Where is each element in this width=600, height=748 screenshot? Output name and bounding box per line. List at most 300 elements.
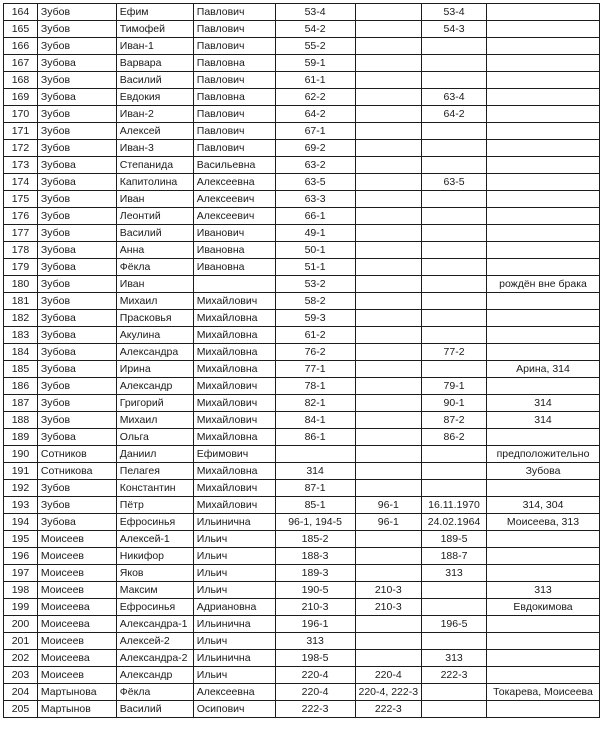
cell-given-name: Варвара <box>116 55 193 72</box>
cell-given-name: Акулина <box>116 327 193 344</box>
cell-ref-death <box>422 293 487 310</box>
cell-given-name: Ефросинья <box>116 514 193 531</box>
cell-ref-death <box>422 327 487 344</box>
cell-given-name: Степанида <box>116 157 193 174</box>
cell-notes <box>487 140 600 157</box>
table-row <box>4 208 600 225</box>
cell-given-name: Александра-1 <box>116 616 193 633</box>
table-row <box>4 140 600 157</box>
cell-ref-marriage <box>355 480 422 497</box>
cell-ref-birth: 63-5 <box>275 174 355 191</box>
cell-record-number: 202 <box>4 650 38 667</box>
cell-surname: Зубова <box>37 89 116 106</box>
cell-ref-death: 63-4 <box>422 89 487 106</box>
cell-ref-marriage <box>355 259 422 276</box>
cell-notes <box>487 225 600 242</box>
cell-record-number: 174 <box>4 174 38 191</box>
cell-ref-death: 24.02.1964 <box>422 514 487 531</box>
cell-record-number: 173 <box>4 157 38 174</box>
table-row <box>4 463 600 480</box>
cell-ref-birth: 55-2 <box>275 38 355 55</box>
cell-notes <box>487 4 600 21</box>
cell-ref-birth: 67-1 <box>275 123 355 140</box>
cell-patronymic: Михайловна <box>193 310 275 327</box>
table-row <box>4 21 600 38</box>
cell-ref-death <box>422 55 487 72</box>
cell-surname: Зубов <box>37 191 116 208</box>
cell-notes <box>487 106 600 123</box>
cell-surname: Зубова <box>37 361 116 378</box>
cell-given-name: Константин <box>116 480 193 497</box>
cell-ref-marriage <box>355 123 422 140</box>
cell-ref-birth: 63-3 <box>275 191 355 208</box>
cell-given-name: Пелагея <box>116 463 193 480</box>
cell-patronymic: Иванович <box>193 225 275 242</box>
table-row <box>4 497 600 514</box>
cell-patronymic: Михайлович <box>193 293 275 310</box>
cell-patronymic: Павлович <box>193 72 275 89</box>
table-row <box>4 310 600 327</box>
cell-record-number: 175 <box>4 191 38 208</box>
table-row <box>4 38 600 55</box>
cell-given-name: Ефим <box>116 4 193 21</box>
cell-record-number: 166 <box>4 38 38 55</box>
cell-record-number: 190 <box>4 446 38 463</box>
cell-record-number: 179 <box>4 259 38 276</box>
cell-ref-death <box>422 123 487 140</box>
cell-record-number: 205 <box>4 701 38 718</box>
cell-ref-death <box>422 38 487 55</box>
cell-ref-death <box>422 310 487 327</box>
cell-surname: Моисеева <box>37 650 116 667</box>
cell-ref-marriage <box>355 565 422 582</box>
cell-record-number: 167 <box>4 55 38 72</box>
cell-given-name: Тимофей <box>116 21 193 38</box>
cell-ref-marriage <box>355 378 422 395</box>
cell-ref-birth: 96-1, 194-5 <box>275 514 355 531</box>
cell-surname: Моисеев <box>37 582 116 599</box>
cell-surname: Мартынова <box>37 684 116 701</box>
cell-surname: Зубова <box>37 429 116 446</box>
cell-surname: Зубова <box>37 55 116 72</box>
cell-given-name: Михаил <box>116 293 193 310</box>
table-row <box>4 633 600 650</box>
cell-surname: Моисеев <box>37 531 116 548</box>
cell-ref-marriage <box>355 344 422 361</box>
cell-given-name: Пётр <box>116 497 193 514</box>
cell-given-name: Василий <box>116 225 193 242</box>
cell-patronymic: Ильич <box>193 548 275 565</box>
cell-patronymic: Алексеевна <box>193 174 275 191</box>
table-row <box>4 412 600 429</box>
cell-patronymic: Михайловна <box>193 463 275 480</box>
cell-ref-marriage <box>355 616 422 633</box>
cell-given-name: Алексей-2 <box>116 633 193 650</box>
cell-patronymic: Михайлович <box>193 378 275 395</box>
cell-ref-marriage <box>355 225 422 242</box>
cell-notes <box>487 650 600 667</box>
cell-surname: Моисеева <box>37 616 116 633</box>
cell-ref-birth: 190-5 <box>275 582 355 599</box>
cell-surname: Зубова <box>37 259 116 276</box>
cell-ref-birth: 51-1 <box>275 259 355 276</box>
cell-ref-death <box>422 208 487 225</box>
cell-patronymic: Павлович <box>193 123 275 140</box>
table-row <box>4 55 600 72</box>
cell-notes <box>487 191 600 208</box>
cell-ref-death: 189-5 <box>422 531 487 548</box>
cell-record-number: 197 <box>4 565 38 582</box>
cell-record-number: 196 <box>4 548 38 565</box>
table-row <box>4 72 600 89</box>
cell-surname: Моисеев <box>37 565 116 582</box>
cell-ref-death <box>422 276 487 293</box>
cell-ref-death <box>422 480 487 497</box>
cell-ref-birth: 64-2 <box>275 106 355 123</box>
cell-given-name: Фёкла <box>116 259 193 276</box>
cell-ref-birth: 78-1 <box>275 378 355 395</box>
cell-given-name: Фёкла <box>116 684 193 701</box>
cell-given-name: Никифор <box>116 548 193 565</box>
cell-patronymic: Ивановна <box>193 242 275 259</box>
cell-given-name: Ольга <box>116 429 193 446</box>
cell-patronymic: Михайлович <box>193 480 275 497</box>
cell-ref-death: 63-5 <box>422 174 487 191</box>
cell-patronymic: Алексеевич <box>193 208 275 225</box>
cell-given-name: Ирина <box>116 361 193 378</box>
cell-surname: Зубова <box>37 344 116 361</box>
table-row <box>4 327 600 344</box>
cell-ref-birth: 189-3 <box>275 565 355 582</box>
cell-given-name: Евдокия <box>116 89 193 106</box>
cell-record-number: 176 <box>4 208 38 225</box>
cell-surname: Зубова <box>37 327 116 344</box>
cell-record-number: 177 <box>4 225 38 242</box>
cell-record-number: 183 <box>4 327 38 344</box>
cell-given-name: Александра <box>116 344 193 361</box>
cell-given-name: Александр <box>116 667 193 684</box>
table-row <box>4 701 600 718</box>
cell-notes <box>487 89 600 106</box>
cell-notes <box>487 72 600 89</box>
cell-ref-birth: 220-4 <box>275 667 355 684</box>
cell-given-name: Анна <box>116 242 193 259</box>
cell-patronymic: Алексеевна <box>193 684 275 701</box>
cell-ref-marriage <box>355 446 422 463</box>
cell-record-number: 186 <box>4 378 38 395</box>
cell-surname: Зубов <box>37 412 116 429</box>
cell-ref-birth: 59-3 <box>275 310 355 327</box>
cell-patronymic: Адриановна <box>193 599 275 616</box>
cell-ref-marriage: 220-4 <box>355 667 422 684</box>
table-row <box>4 650 600 667</box>
cell-notes <box>487 548 600 565</box>
cell-surname: Зубова <box>37 514 116 531</box>
cell-record-number: 172 <box>4 140 38 157</box>
cell-ref-death <box>422 599 487 616</box>
cell-notes <box>487 480 600 497</box>
cell-ref-death <box>422 684 487 701</box>
cell-ref-birth: 76-2 <box>275 344 355 361</box>
cell-ref-marriage <box>355 412 422 429</box>
cell-patronymic: Павлович <box>193 106 275 123</box>
cell-ref-marriage <box>355 276 422 293</box>
cell-record-number: 189 <box>4 429 38 446</box>
cell-ref-death <box>422 72 487 89</box>
table-row <box>4 344 600 361</box>
cell-patronymic: Ильинична <box>193 514 275 531</box>
cell-ref-death: 313 <box>422 650 487 667</box>
cell-notes <box>487 310 600 327</box>
cell-ref-birth: 87-1 <box>275 480 355 497</box>
cell-patronymic: Михайловна <box>193 361 275 378</box>
cell-given-name: Василий <box>116 72 193 89</box>
cell-ref-birth: 54-2 <box>275 21 355 38</box>
cell-notes <box>487 633 600 650</box>
cell-ref-birth: 84-1 <box>275 412 355 429</box>
cell-notes <box>487 701 600 718</box>
cell-ref-marriage <box>355 548 422 565</box>
table-row <box>4 174 600 191</box>
cell-record-number: 203 <box>4 667 38 684</box>
cell-given-name: Алексей-1 <box>116 531 193 548</box>
cell-ref-death: 64-2 <box>422 106 487 123</box>
cell-surname: Зубова <box>37 174 116 191</box>
cell-ref-marriage <box>355 106 422 123</box>
cell-notes: Моисеева, 313 <box>487 514 600 531</box>
table-row <box>4 582 600 599</box>
cell-patronymic: Ефимович <box>193 446 275 463</box>
cell-ref-birth: 58-2 <box>275 293 355 310</box>
cell-given-name: Александр <box>116 378 193 395</box>
cell-record-number: 169 <box>4 89 38 106</box>
cell-surname: Зубов <box>37 106 116 123</box>
cell-notes <box>487 55 600 72</box>
cell-ref-marriage: 210-3 <box>355 582 422 599</box>
cell-given-name: Василий <box>116 701 193 718</box>
cell-notes <box>487 242 600 259</box>
cell-patronymic: Ильич <box>193 531 275 548</box>
table-row <box>4 565 600 582</box>
cell-ref-birth: 62-2 <box>275 89 355 106</box>
cell-record-number: 194 <box>4 514 38 531</box>
table-row <box>4 191 600 208</box>
cell-ref-birth: 53-2 <box>275 276 355 293</box>
cell-record-number: 199 <box>4 599 38 616</box>
table-row <box>4 123 600 140</box>
cell-ref-birth: 49-1 <box>275 225 355 242</box>
cell-ref-marriage: 220-4, 222-3 <box>355 684 422 701</box>
cell-given-name: Иван <box>116 276 193 293</box>
cell-record-number: 168 <box>4 72 38 89</box>
cell-ref-death: 222-3 <box>422 667 487 684</box>
table-row <box>4 548 600 565</box>
cell-notes <box>487 667 600 684</box>
cell-notes: 313 <box>487 582 600 599</box>
cell-patronymic: Ильич <box>193 565 275 582</box>
cell-surname: Моисеев <box>37 633 116 650</box>
cell-notes: 314 <box>487 412 600 429</box>
cell-ref-birth: 210-3 <box>275 599 355 616</box>
cell-patronymic: Павлович <box>193 140 275 157</box>
cell-ref-birth: 313 <box>275 633 355 650</box>
cell-notes: Токарева, Моисеева <box>487 684 600 701</box>
table-body <box>4 4 600 718</box>
cell-given-name: Яков <box>116 565 193 582</box>
cell-notes <box>487 174 600 191</box>
cell-notes: Зубова <box>487 463 600 480</box>
cell-ref-marriage <box>355 89 422 106</box>
cell-given-name: Григорий <box>116 395 193 412</box>
cell-ref-marriage: 210-3 <box>355 599 422 616</box>
cell-ref-death: 53-4 <box>422 4 487 21</box>
cell-notes <box>487 208 600 225</box>
cell-notes <box>487 157 600 174</box>
cell-ref-death: 188-7 <box>422 548 487 565</box>
cell-patronymic: Михайловна <box>193 429 275 446</box>
cell-ref-death <box>422 361 487 378</box>
cell-surname: Зубова <box>37 310 116 327</box>
cell-ref-death <box>422 463 487 480</box>
table-row <box>4 89 600 106</box>
cell-notes: 314, 304 <box>487 497 600 514</box>
cell-surname: Зубов <box>37 140 116 157</box>
cell-notes <box>487 344 600 361</box>
cell-record-number: 193 <box>4 497 38 514</box>
cell-surname: Зубов <box>37 276 116 293</box>
cell-ref-marriage <box>355 55 422 72</box>
cell-ref-birth: 220-4 <box>275 684 355 701</box>
cell-surname: Зубова <box>37 157 116 174</box>
cell-ref-death <box>422 225 487 242</box>
cell-notes <box>487 293 600 310</box>
cell-given-name: Михаил <box>116 412 193 429</box>
cell-given-name: Капитолина <box>116 174 193 191</box>
cell-given-name: Леонтий <box>116 208 193 225</box>
cell-patronymic: Васильевна <box>193 157 275 174</box>
cell-surname: Мартынов <box>37 701 116 718</box>
cell-ref-birth: 61-1 <box>275 72 355 89</box>
cell-ref-death <box>422 140 487 157</box>
cell-patronymic: Михайлович <box>193 497 275 514</box>
cell-patronymic: Михайлович <box>193 395 275 412</box>
cell-notes <box>487 531 600 548</box>
cell-ref-death: 54-3 <box>422 21 487 38</box>
cell-record-number: 185 <box>4 361 38 378</box>
cell-surname: Зубов <box>37 395 116 412</box>
cell-notes <box>487 378 600 395</box>
cell-ref-marriage: 96-1 <box>355 514 422 531</box>
cell-ref-marriage <box>355 463 422 480</box>
cell-ref-birth: 185-2 <box>275 531 355 548</box>
cell-record-number: 200 <box>4 616 38 633</box>
cell-ref-marriage <box>355 38 422 55</box>
cell-ref-marriage <box>355 208 422 225</box>
cell-record-number: 178 <box>4 242 38 259</box>
cell-ref-marriage: 96-1 <box>355 497 422 514</box>
cell-ref-birth: 85-1 <box>275 497 355 514</box>
table-row <box>4 259 600 276</box>
cell-ref-marriage <box>355 157 422 174</box>
cell-patronymic: Павловна <box>193 55 275 72</box>
cell-ref-marriage <box>355 310 422 327</box>
cell-surname: Моисеев <box>37 667 116 684</box>
cell-record-number: 195 <box>4 531 38 548</box>
cell-ref-marriage <box>355 531 422 548</box>
table-row <box>4 106 600 123</box>
cell-ref-marriage <box>355 191 422 208</box>
cell-surname: Зубов <box>37 378 116 395</box>
cell-patronymic: Павлович <box>193 38 275 55</box>
cell-surname: Моисеев <box>37 548 116 565</box>
cell-surname: Зубов <box>37 72 116 89</box>
cell-ref-death <box>422 701 487 718</box>
cell-record-number: 164 <box>4 4 38 21</box>
cell-surname: Моисеева <box>37 599 116 616</box>
cell-patronymic: Ильинична <box>193 650 275 667</box>
table-row <box>4 293 600 310</box>
cell-given-name: Иван-3 <box>116 140 193 157</box>
cell-ref-death: 86-2 <box>422 429 487 446</box>
cell-notes: Арина, 314 <box>487 361 600 378</box>
cell-notes <box>487 565 600 582</box>
cell-patronymic: Михайловна <box>193 344 275 361</box>
cell-ref-death <box>422 582 487 599</box>
cell-notes: предположительно <box>487 446 600 463</box>
cell-given-name: Алексей <box>116 123 193 140</box>
cell-patronymic: Павлович <box>193 4 275 21</box>
cell-ref-death: 313 <box>422 565 487 582</box>
cell-patronymic: Осипович <box>193 701 275 718</box>
cell-ref-marriage <box>355 429 422 446</box>
cell-record-number: 171 <box>4 123 38 140</box>
cell-ref-birth: 59-1 <box>275 55 355 72</box>
cell-ref-birth: 198-5 <box>275 650 355 667</box>
table-row <box>4 378 600 395</box>
cell-ref-death: 77-2 <box>422 344 487 361</box>
cell-record-number: 192 <box>4 480 38 497</box>
cell-surname: Зубов <box>37 225 116 242</box>
cell-patronymic: Павлович <box>193 21 275 38</box>
cell-patronymic: Ильич <box>193 667 275 684</box>
cell-surname: Сотников <box>37 446 116 463</box>
cell-record-number: 204 <box>4 684 38 701</box>
table-row <box>4 599 600 616</box>
table-row <box>4 4 600 21</box>
cell-record-number: 201 <box>4 633 38 650</box>
cell-ref-death <box>422 446 487 463</box>
cell-record-number: 184 <box>4 344 38 361</box>
cell-record-number: 181 <box>4 293 38 310</box>
cell-ref-marriage <box>355 361 422 378</box>
cell-surname: Зубов <box>37 21 116 38</box>
cell-patronymic: Ильинична <box>193 616 275 633</box>
cell-surname: Зубов <box>37 497 116 514</box>
cell-surname: Зубов <box>37 208 116 225</box>
cell-notes <box>487 327 600 344</box>
cell-ref-marriage <box>355 293 422 310</box>
cell-ref-birth <box>275 446 355 463</box>
cell-surname: Зубов <box>37 123 116 140</box>
table-row <box>4 429 600 446</box>
cell-ref-marriage <box>355 395 422 412</box>
table-row <box>4 446 600 463</box>
cell-ref-death: 16.11.1970 <box>422 497 487 514</box>
cell-ref-death: 79-1 <box>422 378 487 395</box>
cell-given-name: Максим <box>116 582 193 599</box>
cell-patronymic: Павловна <box>193 89 275 106</box>
table-row <box>4 616 600 633</box>
